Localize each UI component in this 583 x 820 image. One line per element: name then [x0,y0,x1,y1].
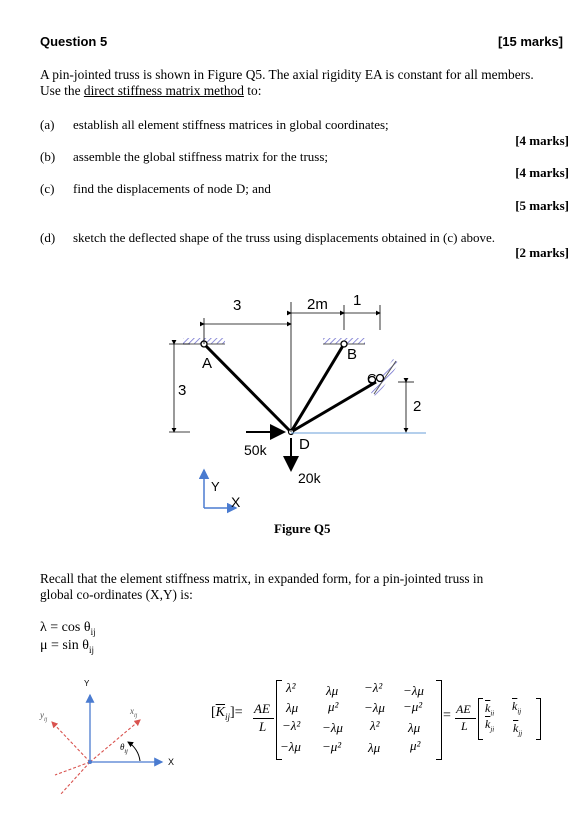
part-a-label: (a) [40,117,55,132]
mu-definition [40,638,94,655]
node-a-label: A [202,355,213,372]
dim-label-3-horizontal: 3 [233,297,242,314]
small-x-label: X [168,757,175,767]
k-ii: $\overline{k}_{ii}$ [485,701,495,718]
intro-line-2-pre: Use the [40,83,84,98]
node-d-label: D [299,436,310,453]
matrix-cell: −μ² [403,699,423,714]
part-a-marks: [4 marks] [515,133,569,148]
question-title: Question 5 [40,34,108,49]
matrix-lhs: $[\overline{K}_{ij}]=$ [211,705,243,722]
k-left-bracket [478,698,483,740]
local-axis-y-negative [60,762,90,795]
matrix-cell: −λ² [364,680,383,695]
k-right-bracket [536,698,541,740]
member-cd [291,382,376,432]
part-d-marks: [2 marks] [515,245,569,260]
matrix-cell: −λ² [282,718,301,733]
part-c-label: (c) [40,181,55,196]
method-link: direct stiffness matrix method [83,83,244,98]
dim-label-2-vertical: 2 [413,398,422,415]
matrix-cell: λ² [286,680,296,695]
part-b-marks: [4 marks] [515,165,569,180]
node-b-label: B [347,346,358,363]
small-y-label: Y [84,679,90,688]
recall-line-2: global co-ordinates (X,Y) is: [40,587,193,602]
load-label-50k: 50k [244,442,267,458]
matrix-l: L [259,719,267,734]
load-label-20k: 20k [298,470,321,486]
matrix-cell: −μ² [322,739,342,754]
small-xij-label: $x_{ij}$ [130,706,138,719]
k-ji: $\overline{k}_{ji}$ [485,717,495,734]
part-d-text: sketch the deflected shape of the truss using displacements obtained in (c) above. [73,230,496,245]
matrix-l-2: L [461,719,468,733]
small-theta-label: $\theta_{ij}$ [120,742,128,755]
k-jj: $\overline{k}_{jj}$ [513,721,523,738]
part-b-label: (b) [40,149,56,164]
matrix-cell: λμ [368,740,381,755]
small-yij-label: $y_{ij}$ [40,710,48,723]
matrix-cell: −λμ [403,683,424,698]
axis-x-label: X [231,494,241,510]
matrix-ae: AE [254,701,270,716]
lambda-definition [40,620,96,637]
matrix-cell: −λμ [280,739,301,754]
intro-line-1: A pin-jointed truss is shown in Figure Q5. The axial rigidity EA is constant for all members. [40,67,534,82]
question-marks: [15 marks] [497,34,563,49]
matrix-cell: μ² [328,699,339,714]
matrix-cell: λμ [326,683,339,698]
dim-label-2m: 2m [307,296,328,313]
matrix-cell: −λμ [322,720,343,735]
matrix-right-bracket [436,680,442,760]
matrix-cell: −λμ [364,700,385,715]
figure-caption: Figure Q5 [274,521,331,536]
matrix-cell: λμ [286,700,299,715]
local-axis-x [90,720,140,762]
matrix-equals: = [443,708,451,723]
mu-text: μ = sin θ [40,638,89,653]
pin-c-2 [377,375,384,382]
part-a-text: establish all element stiffness matrices in global coordinates; [73,117,389,132]
member-ad [204,344,291,432]
theta-arc [128,742,140,761]
mu-subscript: ij [88,644,94,655]
lambda-subscript: ij [90,626,96,637]
part-b-text: assemble the global stiffness matrix for the truss; [73,149,329,164]
dim-label-1: 1 [353,292,362,309]
member-bd [291,344,344,432]
lambda-text: λ = cos θ [40,620,91,635]
dim-label-3-vertical: 3 [178,382,187,399]
part-d-label: (d) [40,230,56,245]
k-ij: $\overline{k}_{ij}$ [512,699,522,716]
part-c-marks: [5 marks] [515,198,569,213]
matrix-cell: λμ [408,720,421,735]
node-c-label: C [367,371,377,386]
matrix-ae-2: AE [456,702,471,716]
part-c-text: find the displacements of node D; and [73,181,271,196]
matrix-cell: μ² [410,738,421,753]
recall-line-1: Recall that the element stiffness matrix, in expanded form, for a pin-jointed truss in [40,571,484,586]
local-axis-x-negative [55,762,90,775]
local-axis-y [52,722,90,762]
intro-line-2-post: to: [243,83,262,98]
matrix-cell: λ² [370,718,380,733]
axis-y-label: Y [211,479,220,494]
